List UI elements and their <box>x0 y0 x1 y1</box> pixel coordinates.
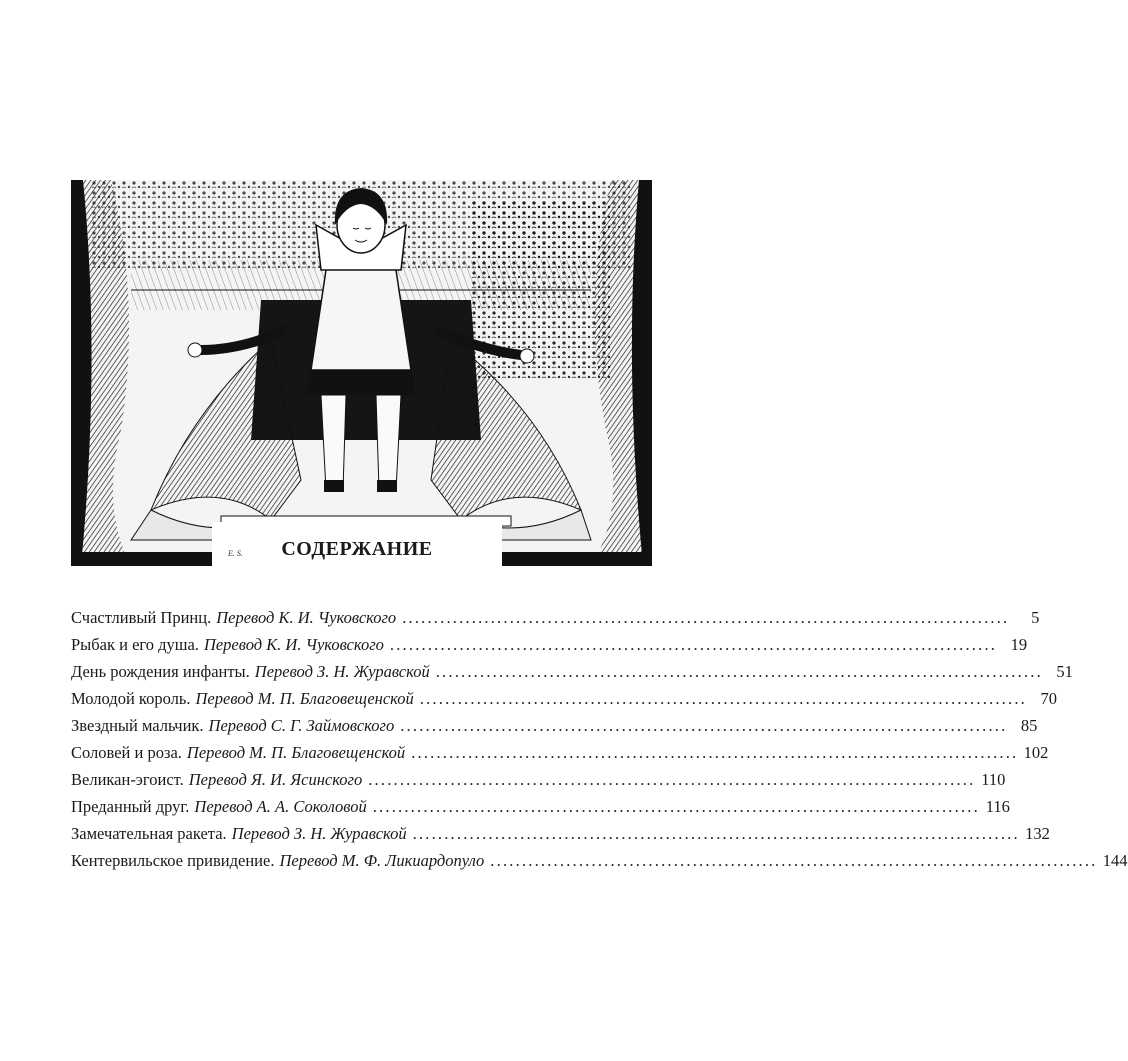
toc-entry[interactable] <box>71 635 1028 662</box>
toc-entry[interactable] <box>71 770 1006 797</box>
toc-entry-page: 51 <box>1056 662 1073 681</box>
toc-entry-title: Счастливый Принц. <box>71 608 212 627</box>
toc-entry-translator: Перевод З. Н. Журавской <box>231 824 407 843</box>
toc-entry-title: Звездный мальчик. <box>71 716 204 735</box>
toc-entry-title: Кентервильское привидение. <box>71 851 275 870</box>
toc-entry-translator: Перевод М. П. Благовещенской <box>195 689 414 708</box>
toc-leader-dots: ................................................................................................ <box>372 797 980 816</box>
toc-entry-title: Молодой король. <box>71 689 191 708</box>
toc-entry-title: Замечательная ракета. <box>71 824 227 843</box>
toc-entry-translator: Перевод А. А. Соколовой <box>194 797 367 816</box>
toc-entry-page: 116 <box>985 797 1010 816</box>
table-of-contents <box>71 608 1128 878</box>
toc-entry-translator: Перевод М. Ф. Ликиардопуло <box>279 851 485 870</box>
page-title: СОДЕРЖАНИЕ <box>281 538 433 560</box>
toc-entry-page: 19 <box>1010 635 1028 654</box>
toc-leader-dots: ................................................................................................ <box>389 635 998 654</box>
toc-entry[interactable] <box>71 797 1010 824</box>
toc-entry-page: 70 <box>1040 689 1057 708</box>
toc-entry-page: 5 <box>1031 608 1040 627</box>
toc-entry-title: Рыбак и его душа. <box>71 635 199 654</box>
prince-illustration <box>71 180 652 566</box>
toc-entry-page: 102 <box>1023 743 1049 762</box>
toc-entry-title: Преданный друг. <box>71 797 190 816</box>
artist-signature: E. S. <box>228 549 243 558</box>
toc-entry[interactable] <box>71 716 1038 743</box>
toc-entry-page: 110 <box>981 770 1006 789</box>
toc-entry-translator: Перевод М. П. Благовещенской <box>186 743 406 762</box>
toc-entry[interactable] <box>71 824 1050 851</box>
toc-entry-page: 144 <box>1102 851 1128 870</box>
toc-leader-dots: ................................................................................................ <box>490 851 1098 870</box>
toc-entry[interactable] <box>71 743 1049 770</box>
toc-entry[interactable] <box>71 608 1040 635</box>
toc-leader-dots: ................................................................................................ <box>402 608 1010 627</box>
toc-leader-dots: ................................................................................................ <box>412 824 1020 843</box>
toc-entry-title: День рождения инфанты. <box>71 662 250 681</box>
toc-leader-dots: ................................................................................................ <box>435 662 1043 681</box>
toc-leader-dots: ................................................................................................ <box>419 689 1027 708</box>
toc-entry-translator: Перевод З. Н. Журавской <box>254 662 430 681</box>
toc-entry-page: 132 <box>1025 824 1050 843</box>
toc-leader-dots: ................................................................................................ <box>400 716 1008 735</box>
toc-entry-page: 85 <box>1020 716 1038 735</box>
toc-entry-translator: Перевод С. Г. Займовского <box>208 716 395 735</box>
toc-entry[interactable] <box>71 662 1073 689</box>
toc-entry-translator: Перевод Я. И. Ясинского <box>188 770 363 789</box>
toc-entry-title: Соловей и роза. <box>71 743 182 762</box>
toc-leader-dots: ................................................................................................ <box>368 770 976 789</box>
toc-leader-dots: ................................................................................................ <box>411 743 1019 762</box>
toc-entry[interactable] <box>71 689 1057 716</box>
toc-entry-translator: Перевод К. И. Чуковского <box>203 635 384 654</box>
toc-entry[interactable] <box>71 851 1128 878</box>
toc-entry-translator: Перевод К. И. Чуковского <box>216 608 397 627</box>
toc-entry-title: Великан-эгоист. <box>71 770 184 789</box>
prince-on-throne-engraving-icon <box>71 180 652 566</box>
